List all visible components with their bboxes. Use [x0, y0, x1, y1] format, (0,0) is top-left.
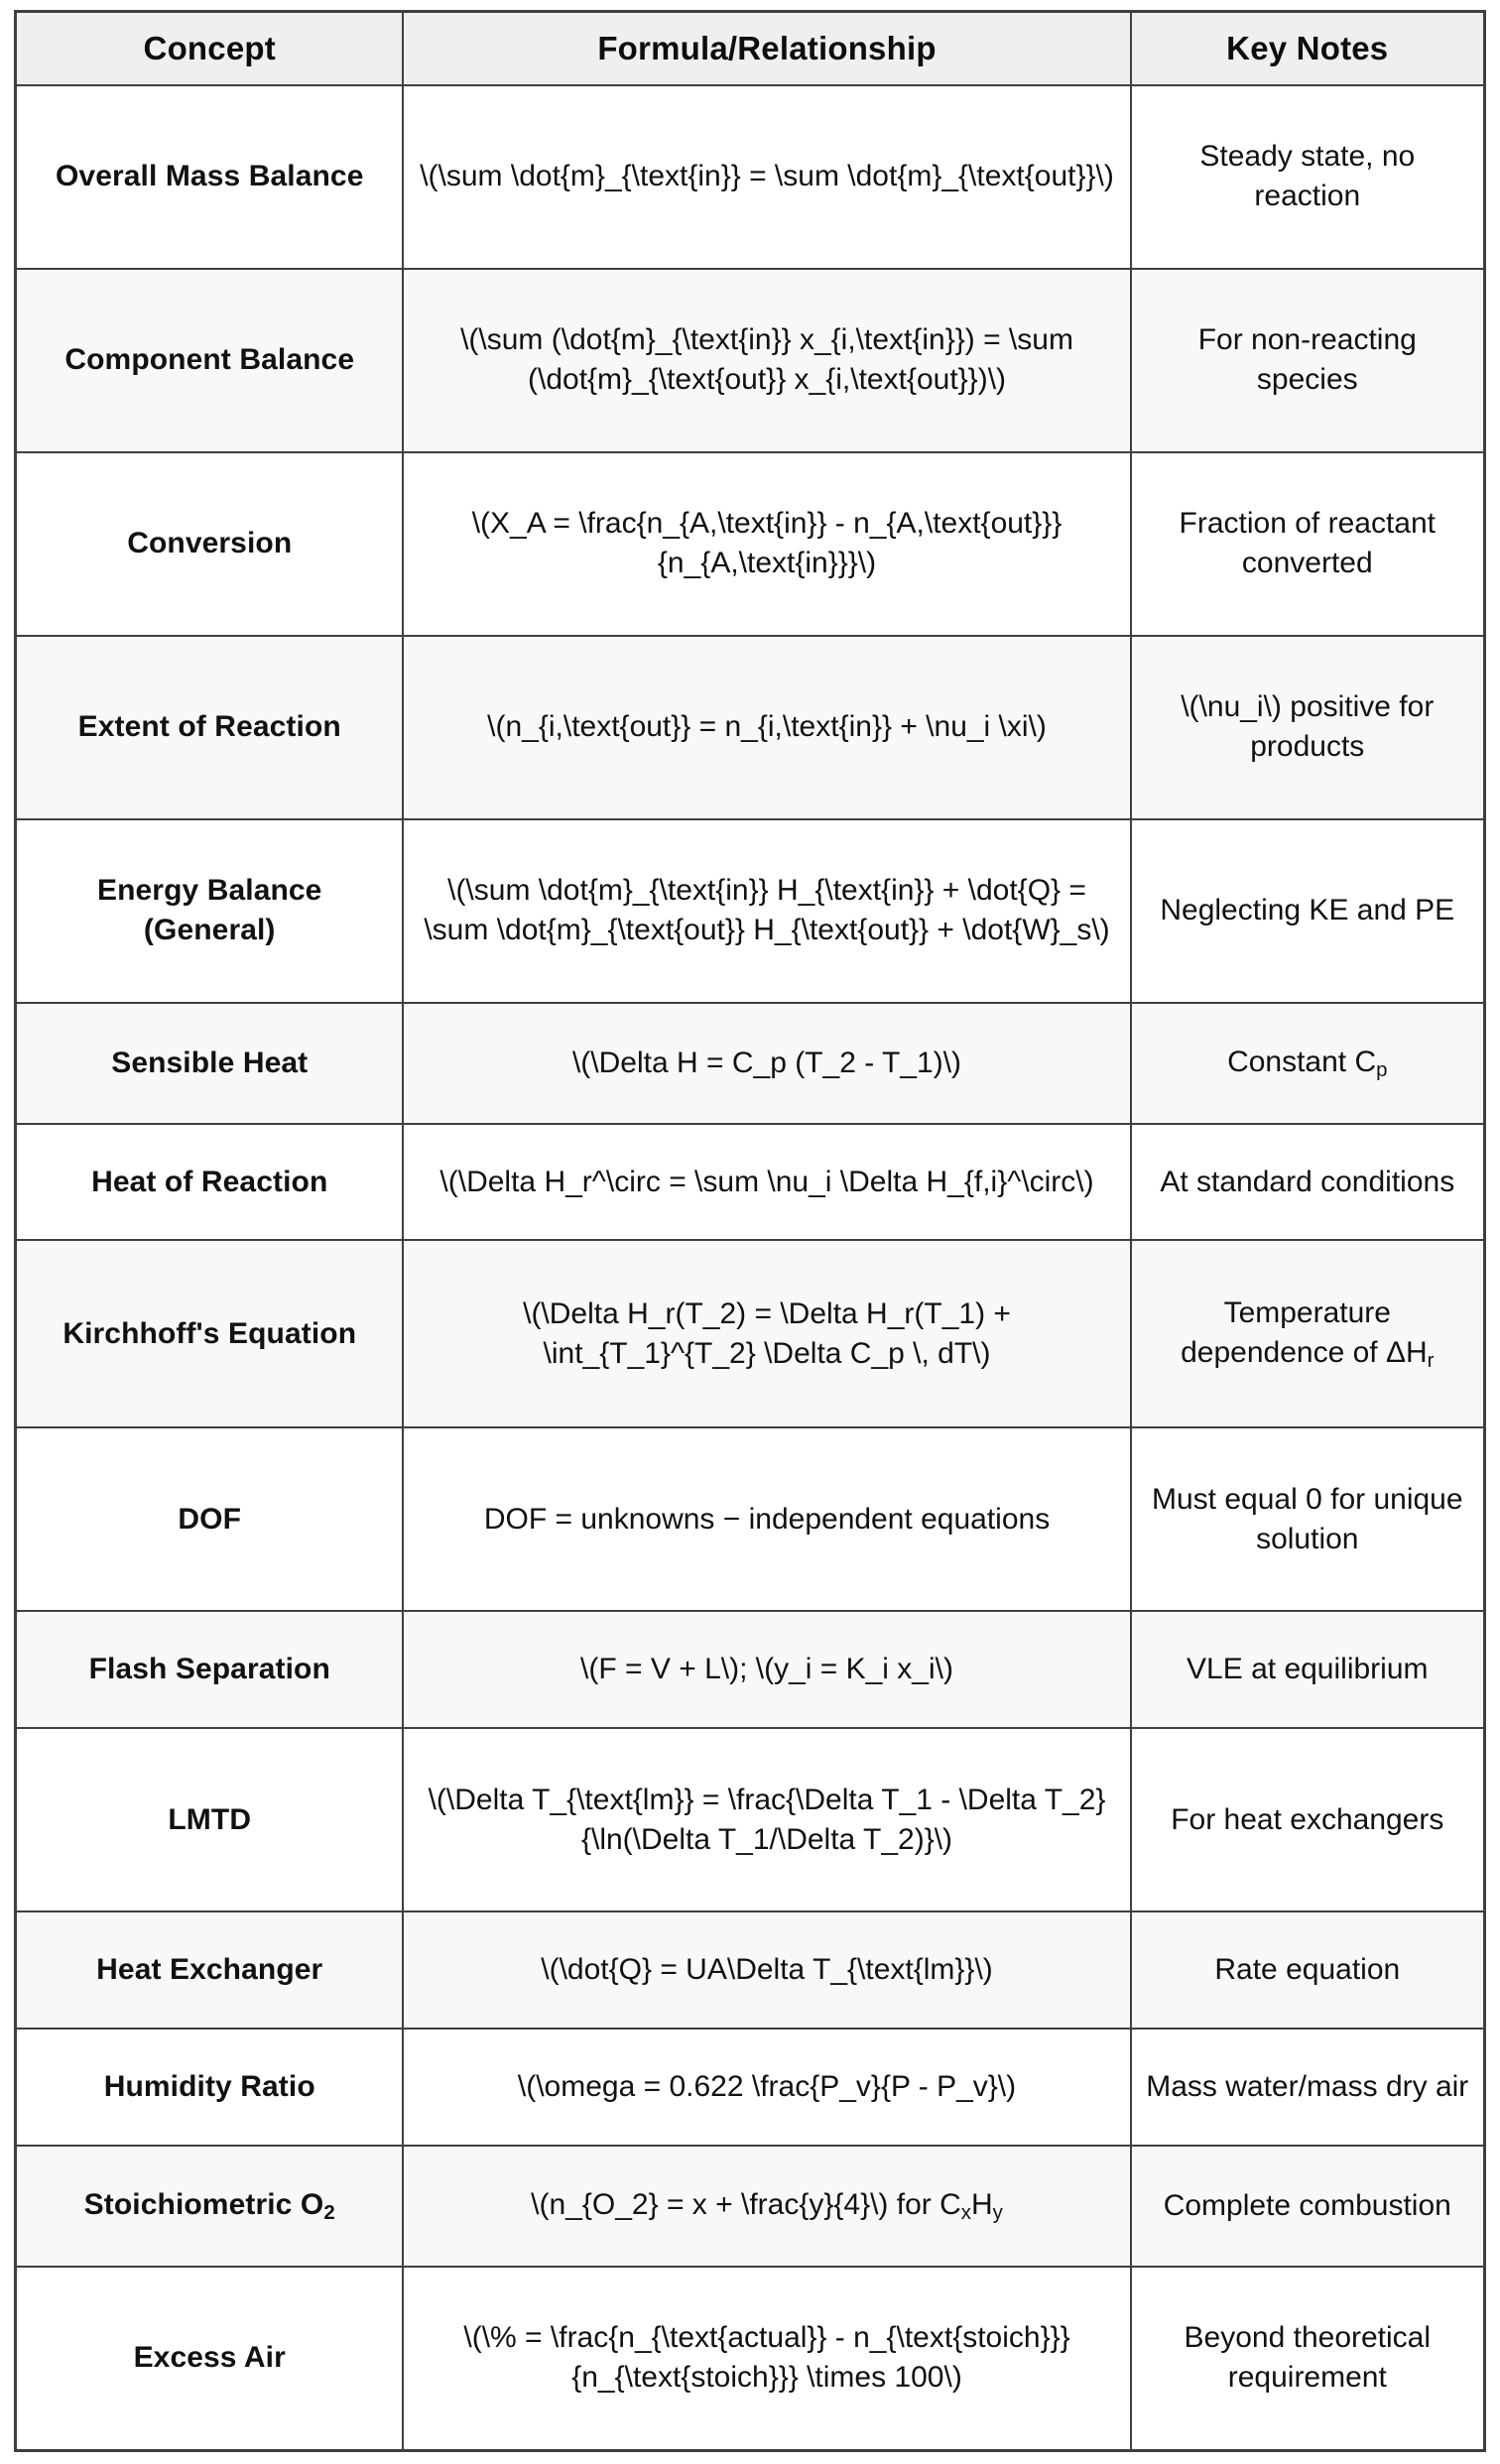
column-header-concept: Concept: [16, 12, 404, 85]
table-row: [16, 1728, 1485, 1911]
table-header-row: [16, 12, 1485, 85]
cell-concept: Flash Separation: [16, 1611, 404, 1728]
cell-key-notes: Fraction of reactant converted: [1131, 452, 1485, 636]
cell-formula: \(n_{O_2} = x + \frac{y}{4}\) for $C_xH_y$: [403, 2146, 1130, 2267]
cell-key-notes: Beyond theoretical requirement: [1131, 2267, 1485, 2451]
cell-key-notes: Must equal 0 for unique solution: [1131, 1427, 1485, 1611]
cell-formula: \(\Delta H_r^\circ = \sum \nu_i \Delta H_{f,i}^\circ\): [403, 1124, 1130, 1241]
cell-formula: \(F = V + L\); \(y_i = K_i x_i\): [403, 1611, 1130, 1728]
cell-formula: \(\sum (\dot{m}_{\text{in}} x_{i,\text{in}}) = \sum (\dot{m}_{\text{out}} x_{i,\text{out}})\): [403, 269, 1130, 452]
cell-concept: Extent of Reaction: [16, 636, 404, 819]
cell-formula: \(\Delta T_{\text{lm}} = \frac{\Delta T_1 - \Delta T_2}{\ln(\Delta T_1/\Delta T_2)}\): [403, 1728, 1130, 1911]
cell-concept: Humidity Ratio: [16, 2029, 404, 2146]
cell-key-notes: For non-reacting species: [1131, 269, 1485, 452]
cell-concept: LMTD: [16, 1728, 404, 1911]
cell-concept: Heat of Reaction: [16, 1124, 404, 1241]
cell-key-notes: Steady state, no reaction: [1131, 85, 1485, 269]
table-row: [16, 1240, 1485, 1427]
cell-formula: DOF = unknowns − independent equations: [403, 1427, 1130, 1611]
cell-key-notes: Mass water/mass dry air: [1131, 2029, 1485, 2146]
cell-formula: \(X_A = \frac{n_{A,\text{in}} - n_{A,\text{out}}}{n_{A,\text{in}}}\): [403, 452, 1130, 636]
table-row: [16, 452, 1485, 636]
table-row: [16, 1003, 1485, 1124]
table-row: [16, 1911, 1485, 2029]
column-header-formula: Formula/Relationship: [403, 12, 1130, 85]
column-header-key-notes: Key Notes: [1131, 12, 1485, 85]
cell-key-notes: For heat exchangers: [1131, 1728, 1485, 1911]
table-row: [16, 269, 1485, 452]
table-row: [16, 819, 1485, 1003]
table-row: [16, 2267, 1485, 2451]
cell-formula: \(\% = \frac{n_{\text{actual}} - n_{\text{stoich}}}{n_{\text{stoich}}} \times 100\): [403, 2267, 1130, 2451]
table-row: [16, 2146, 1485, 2267]
table-row: [16, 1611, 1485, 1728]
cell-formula: \(\sum \dot{m}_{\text{in}} = \sum \dot{m}_{\text{out}}\): [403, 85, 1130, 269]
table-row: [16, 85, 1485, 269]
cell-formula: \(n_{i,\text{out}} = n_{i,\text{in}} + \nu_i \xi\): [403, 636, 1130, 819]
cell-concept: Kirchhoff's Equation: [16, 1240, 404, 1427]
cell-key-notes: Neglecting KE and PE: [1131, 819, 1485, 1003]
cell-formula: \(\omega = 0.622 \frac{P_v}{P - P_v}\): [403, 2029, 1130, 2146]
cell-concept: Sensible Heat: [16, 1003, 404, 1124]
cell-concept: DOF: [16, 1427, 404, 1611]
cell-concept: Stoichiometric $O_2$: [16, 2146, 404, 2267]
cell-concept: Overall Mass Balance: [16, 85, 404, 269]
cell-key-notes: \(\nu_i\) positive for products: [1131, 636, 1485, 819]
cell-concept: Energy Balance (General): [16, 819, 404, 1003]
cell-formula: \(\Delta H = C_p (T_2 - T_1)\): [403, 1003, 1130, 1124]
table-row: [16, 1124, 1485, 1241]
table-row: [16, 1427, 1485, 1611]
concept-formula-table: [14, 10, 1486, 2452]
table-body: [16, 85, 1485, 2451]
cell-concept: Conversion: [16, 452, 404, 636]
cell-key-notes: Temperature dependence of $\Delta H_r$: [1131, 1240, 1485, 1427]
table-row: [16, 2029, 1485, 2146]
cell-key-notes: At standard conditions: [1131, 1124, 1485, 1241]
table-header: [16, 12, 1485, 85]
cell-key-notes: Complete combustion: [1131, 2146, 1485, 2267]
cell-formula: \(\Delta H_r(T_2) = \Delta H_r(T_1) + \int_{T_1}^{T_2} \Delta C_p \, dT\): [403, 1240, 1130, 1427]
cell-formula: \(\dot{Q} = UA\Delta T_{\text{lm}}\): [403, 1911, 1130, 2029]
cell-concept: Heat Exchanger: [16, 1911, 404, 2029]
table-row: [16, 636, 1485, 819]
cell-key-notes: VLE at equilibrium: [1131, 1611, 1485, 1728]
cell-concept: Excess Air: [16, 2267, 404, 2451]
cell-formula: \(\sum \dot{m}_{\text{in}} H_{\text{in}} + \dot{Q} = \sum \dot{m}_{\text{out}} H_{\text{out}} + \dot{W}_s\): [403, 819, 1130, 1003]
cell-concept: Component Balance: [16, 269, 404, 452]
cell-key-notes: Constant $C_p$: [1131, 1003, 1485, 1124]
cell-key-notes: Rate equation: [1131, 1911, 1485, 2029]
